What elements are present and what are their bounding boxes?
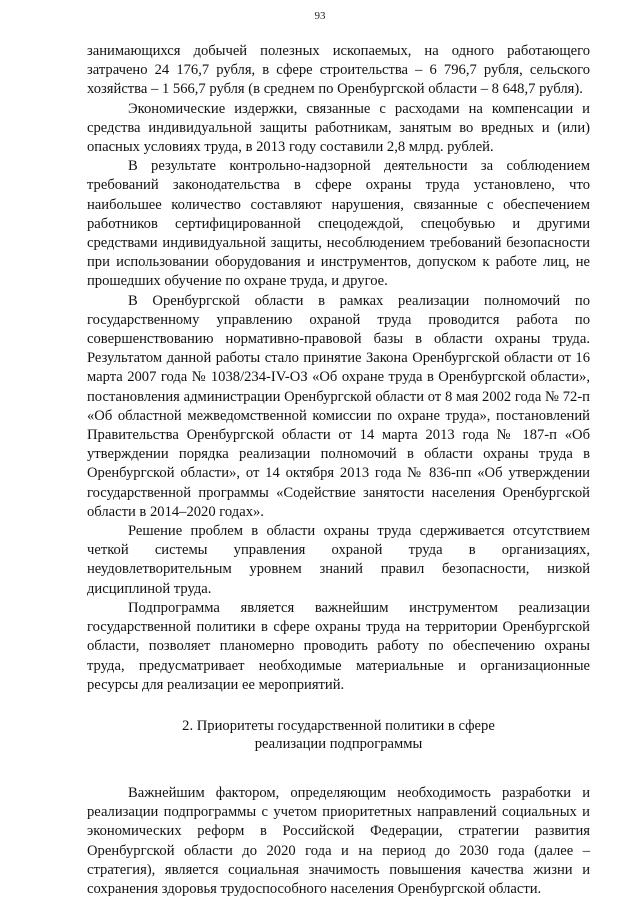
paragraph-regulatory-base: В Оренбургской области в рамках реализации полномочий по государственному управлению охраной труда проводится работа по совершенствованию нормативно-правовой базы в области охраны труда. Результатом данной работы стало принятие Закона Оренбургской области от 16 марта 2007 года № 1038/234-IV-ОЗ «Об охране труда в Оренбургской области», постановления администрации Оренбургской области от 8 мая 2002 года № 72-п «Об областной межведомственной комиссии по охране труда», постановлений Правительства Оренбургской области от 14 марта 2013 года № 187-п «Об утверждении порядка реализации полномочий в области охраны труда в Оренбургской области», от 14 октября 2013 года № 836-пп «Об утверждении государственной программы «Содействие занятости населения Оренбургской области в 2014–2020 годах». — [87, 292, 590, 520]
page-number: 93 — [314, 10, 326, 22]
paragraph-continuation: занимающихся добычей полезных ископаемых, на одного работающего затрачено 24 176,7 рубля, в сфере строительства – 6 796,7 рубля, сельского хозяйства – 1 566,7 рубля (в среднем по Оренбургской области – 8 648,7 рубля). — [87, 43, 590, 98]
paragraph-inspection-results: В результате контрольно-надзорной деятельности за соблюдением требований законодательства в сфере охраны труда установлено, что наибольшее количество составляют нарушения, связанные с обеспечением работников сертифицированной спецодеждой, спецобувью и другими средствами индивидуальной защиты, несоблюдением требований безопасности при использовании оборудования и инструментов, допуском к работе лиц, не прошедших обучение по охране труда, и другое. — [87, 158, 590, 290]
section-heading-line-2: реализации подпрограммы — [254, 736, 423, 753]
body-text — [87, 42, 590, 899]
section-heading-line-1: 2. Приоритеты государственной политики в сфере — [182, 717, 495, 734]
paragraph-subprogram-role: Подпрограмма является важнейшим инструментом реализации государственной политики в сфере охраны труда на территории Оренбургской области, позволяет планомерно проводить работу по обеспечению охраны труда, предусматривает необходимые материальные и организационные ресурсы для реализации ее мероприятий. — [87, 599, 590, 693]
paragraph-economic-costs: Экономические издержки, связанные с расходами на компенсации и средства индивидуальной защиты работникам, занятым во вредных и (или) опасных условиях труда, в 2013 году составили 2,8 млрд. рублей. — [87, 100, 590, 156]
section-heading — [87, 717, 590, 754]
paragraph-problems: Решение проблем в области охраны труда сдерживается отсутствием четкой системы управления охраной труда в организациях, неудовлетворительным уровнем знаний правил безопасности, низкой дисциплиной труда. — [87, 523, 590, 597]
paragraph-priority-factor: Важнейшим фактором, определяющим необходимость разработки и реализации подпрограммы с учетом приоритетных направлений социальных и экономических реформ в Российской Федерации, стратегии развития Оренбургской области до 2020 года и на период до 2030 года (далее – стратегия), является социальная значимость повышения качества жизни и сохранения здоровья трудоспособного населения Оренбургской области. — [87, 784, 590, 897]
